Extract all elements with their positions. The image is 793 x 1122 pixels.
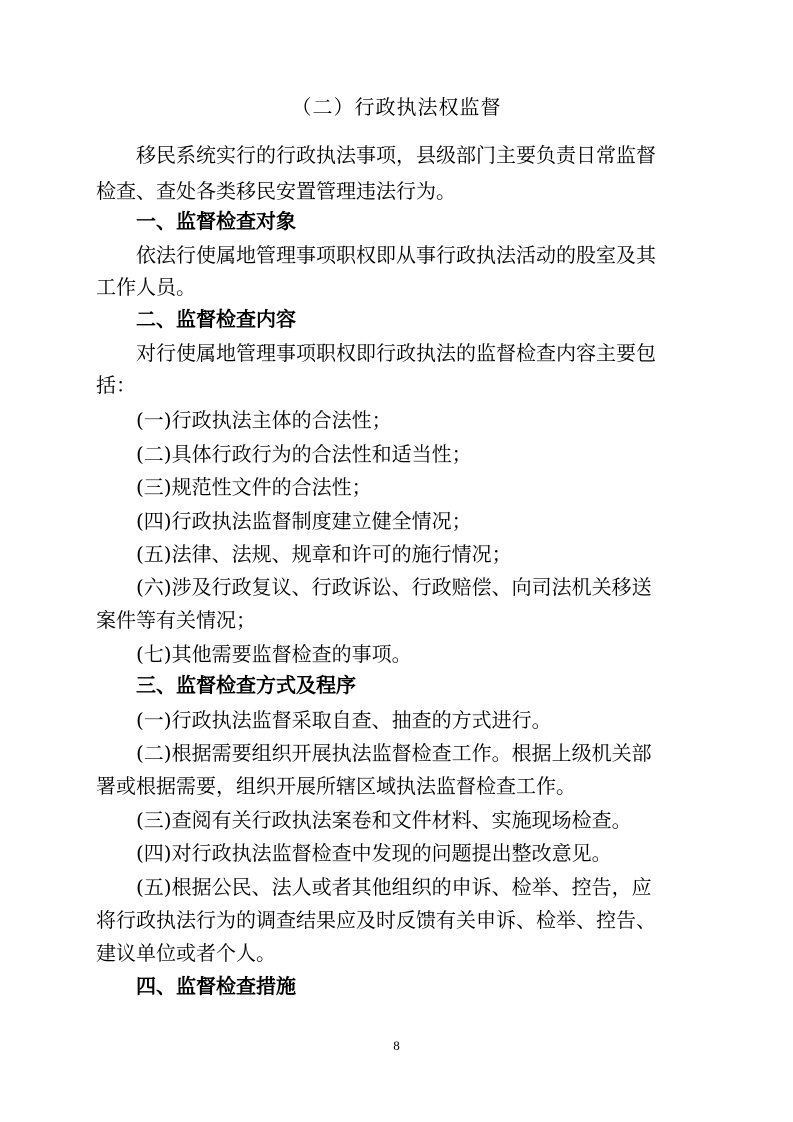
- paragraph-line: 括：: [96, 373, 136, 397]
- page-number: 8: [393, 1038, 400, 1053]
- paragraph-line: 对行使属地管理事项职权即行政执法的监督检查内容主要包: [136, 341, 656, 365]
- list-item: (五)根据公民、法人或者其他组织的申诉、检举、控告，应: [136, 875, 652, 899]
- list-item-continuation: 案件等有关情况；: [96, 608, 256, 632]
- list-item: (七)其他需要监督检查的事项。: [136, 642, 412, 666]
- paragraph-line: 依法行使属地管理事项职权即从事行政执法活动的股室及其: [136, 243, 656, 267]
- list-item-continuation: 将行政执法行为的调查结果应及时反馈有关申诉、检举、控告、: [96, 908, 656, 932]
- list-item-continuation: 建议单位或者个人。: [96, 941, 276, 965]
- list-item: (二)根据需要组织开展执法监督检查工作。根据上级机关部: [136, 741, 652, 765]
- list-item: (三)查阅有关行政执法案卷和文件材料、实施现场检查。: [136, 808, 632, 832]
- paragraph-line: 移民系统实行的行政执法事项，县级部门主要负责日常监督: [136, 143, 656, 167]
- list-item: (三)规范性文件的合法性；: [136, 475, 372, 499]
- heading-supervision-method: 三、监督检查方式及程序: [136, 673, 356, 697]
- heading-supervision-measures: 四、监督检查措施: [136, 974, 296, 998]
- list-item: (四)行政执法监督制度建立健全情况；: [136, 509, 472, 533]
- paragraph-line: 工作人员。: [96, 275, 196, 299]
- list-item: (五)法律、法规、规章和许可的施行情况；: [136, 542, 512, 566]
- heading-supervision-target: 一、监督检查对象: [136, 209, 296, 233]
- heading-supervision-content: 二、监督检查内容: [136, 307, 296, 331]
- list-item: (四)对行政执法监督检查中发现的问题提出整改意见。: [136, 841, 612, 865]
- list-item: (六)涉及行政复议、行政诉讼、行政赔偿、向司法机关移送: [136, 575, 652, 599]
- list-item: (二)具体行政行为的合法性和适当性；: [136, 442, 472, 466]
- section-title: （二）行政执法权监督: [291, 95, 502, 119]
- list-item: (一)行政执法监督采取自查、抽查的方式进行。: [136, 708, 552, 732]
- list-item-continuation: 署或根据需要，组织开展所辖区域执法监督检查工作。: [96, 774, 576, 798]
- list-item: (一)行政执法主体的合法性；: [136, 408, 392, 432]
- paragraph-line: 检查、查处各类移民安置管理违法行为。: [96, 179, 456, 203]
